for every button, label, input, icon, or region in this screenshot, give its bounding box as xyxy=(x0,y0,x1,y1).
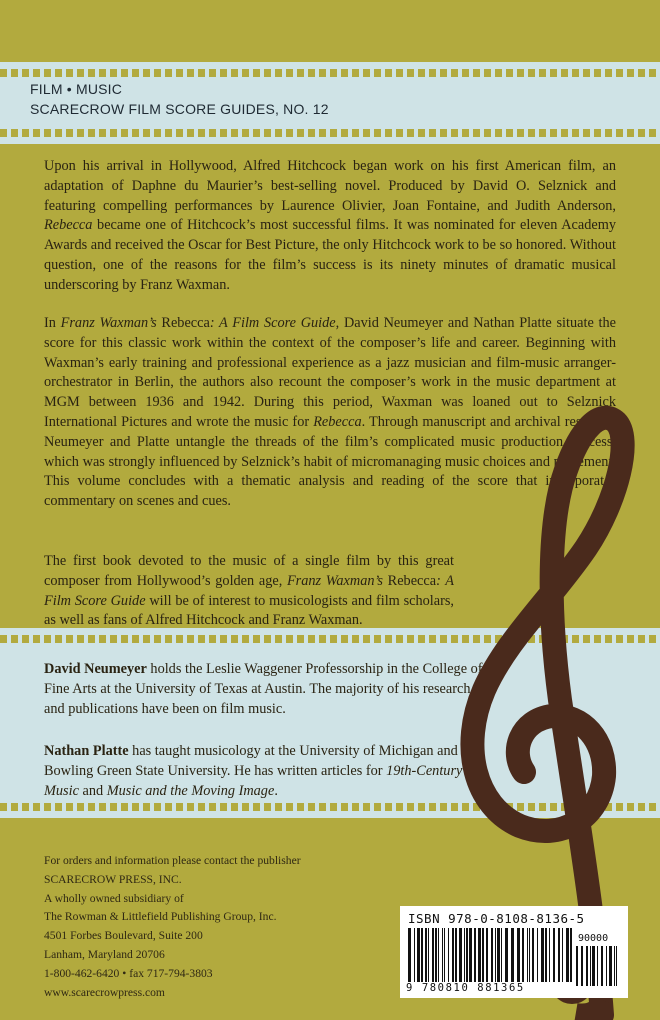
barcode-bar xyxy=(597,946,598,986)
barcode-bar xyxy=(517,928,520,982)
publisher-info xyxy=(44,852,301,1002)
ean-digits: 9 780810 881365 xyxy=(406,982,525,994)
barcode-bar xyxy=(466,928,468,982)
price-code: 90000 xyxy=(578,933,609,944)
author-bio-neumeyer: David Neumeyer holds the Leslie Waggener Professorship in the College of Fine Arts at the University of Texas at Austin. The majority of his research and publications have been on film music. xyxy=(44,661,483,717)
film-perforation-top xyxy=(0,69,660,77)
price-barcode-bars xyxy=(576,946,620,986)
barcode-bar xyxy=(417,928,420,982)
film-perforation-bottom xyxy=(0,129,660,137)
barcode-bar xyxy=(558,928,560,982)
barcode-bar xyxy=(448,928,449,982)
barcode-bar xyxy=(444,928,445,982)
barcode-bars xyxy=(408,928,572,982)
barcode-bar xyxy=(474,928,476,982)
barcode-bar xyxy=(581,946,583,986)
barcode-bar xyxy=(522,928,524,982)
isbn-barcode xyxy=(400,906,628,998)
barcode-bar xyxy=(553,928,555,982)
barcode-bar xyxy=(432,928,434,982)
barcode-bar xyxy=(586,946,588,986)
barcode-bar xyxy=(428,928,429,982)
barcode-bar xyxy=(545,928,547,982)
description-paragraph-3: The first book devoted to the music of a single film by this great composer from Hollywood’s golden age, Franz Waxman’s Rebecca: A Film Score Guide will be of interest to musicologists and film scholars, as well as fans of Alfred Hitchcock and Franz Waxman. xyxy=(44,553,454,629)
publisher-line: Lanham, Maryland 20706 xyxy=(44,947,165,961)
publisher-line: A wholly owned subsidiary of xyxy=(44,891,184,905)
barcode-bar xyxy=(491,928,493,982)
barcode-bar xyxy=(576,946,578,986)
description-paragraph-1: Upon his arrival in Hollywood, Alfred Hitchcock began work on his first American film, an adaptation of Daphne du Maurier’s best-selling novel. Produced by David O. Selznick and featuring compelling performances by Laurence Olivier, Joan Fontaine, and Judith Anderson, Rebecca became one of Hitchcock’s most successful films. It was nominated for eleven Academy Awards and received the Oscar for Best Picture, the only Hitchcock work to be so honored. Without question, one of the reasons for the film’s success is its ninety minutes of dramatic musical underscoring by Franz Waxman. xyxy=(44,158,616,293)
film-perforation-top xyxy=(0,635,660,643)
barcode-bar xyxy=(435,928,437,982)
author-bio-platte: Nathan Platte has taught musicology at the University of Michigan and Bowling Green State University. He has written articles for 19th-Century Music and Music and the Moving Image. xyxy=(44,743,463,799)
barcode-bar xyxy=(478,928,481,982)
barcode-bar xyxy=(592,946,595,986)
barcode-bar xyxy=(459,928,462,982)
barcode-bar xyxy=(482,928,484,982)
barcode-bar xyxy=(537,928,538,982)
barcode-bar xyxy=(590,946,591,986)
barcode-bar xyxy=(469,928,472,982)
barcode-bar xyxy=(541,928,544,982)
barcode-bar xyxy=(464,928,465,982)
isbn-number: ISBN 978-0-8108-8136-5 xyxy=(408,911,585,926)
barcode-bar xyxy=(501,928,502,982)
barcode-bar xyxy=(497,928,500,982)
description-paragraph-2: In Franz Waxman’s Rebecca: A Film Score Guide, David Neumeyer and Nathan Platte situate the score for this classic work within the context of the composer’s life and career. Beginning with Waxman’s early training and professional experience as a jazz musician and film-music arranger-orchestrator in Berlin, the authors also recount the composer’s work in the music department at MGM between 1936 and 1942. During this period, Waxman was loaned out to Selznick International Pictures and wrote the music for Rebecca. Through manuscript and archival research, Neumeyer and Platte untangle the threads of the film’s complicated music production process, which was strongly influenced by Selznick’s habit of micromanaging music choices and placement. This volume concludes with a thematic analysis and reading of the score that incorporates commentary on scenes and cues. xyxy=(44,315,616,510)
publisher-line: For orders and information please contact the publisher xyxy=(44,854,301,867)
barcode-bar xyxy=(455,928,457,982)
barcode-bar xyxy=(438,928,439,982)
film-perforation-bottom xyxy=(0,803,660,811)
publisher-line: 4501 Forbes Boulevard, Suite 200 xyxy=(44,929,203,943)
barcode-bar xyxy=(505,928,508,982)
barcode-bar xyxy=(495,928,496,982)
barcode-bar xyxy=(616,946,617,986)
barcode-bar xyxy=(421,928,423,982)
series-label: SCARECROW FILM SCORE GUIDES, NO. 12 xyxy=(30,101,329,117)
barcode-bar xyxy=(408,928,411,982)
barcode-bar xyxy=(606,946,607,986)
series-info xyxy=(30,79,329,119)
barcode-bar xyxy=(532,928,534,982)
barcode-bar xyxy=(601,946,603,986)
barcode-bar xyxy=(527,928,528,982)
barcode-bar xyxy=(442,928,443,982)
barcode-bar xyxy=(549,928,550,982)
barcode-bar xyxy=(614,946,615,986)
barcode-bar xyxy=(425,928,427,982)
barcode-bar xyxy=(511,928,514,982)
publisher-website: www.scarecrowpress.com xyxy=(44,985,165,999)
barcode-bar xyxy=(609,946,612,986)
barcode-bar xyxy=(452,928,454,982)
barcode-bar xyxy=(562,928,563,982)
barcode-bar xyxy=(570,928,572,982)
publisher-line: 1-800-462-6420 • fax 717-794-3803 xyxy=(44,966,213,980)
publisher-line: The Rowman & Littlefield Publishing Group, Inc. xyxy=(44,910,277,924)
publisher-line: SCARECROW PRESS, INC. xyxy=(44,872,182,886)
barcode-bar xyxy=(414,928,415,982)
category-label: FILM • MUSIC xyxy=(30,81,123,97)
barcode-bar xyxy=(486,928,488,982)
barcode-bar xyxy=(566,928,569,982)
barcode-bar xyxy=(529,928,530,982)
